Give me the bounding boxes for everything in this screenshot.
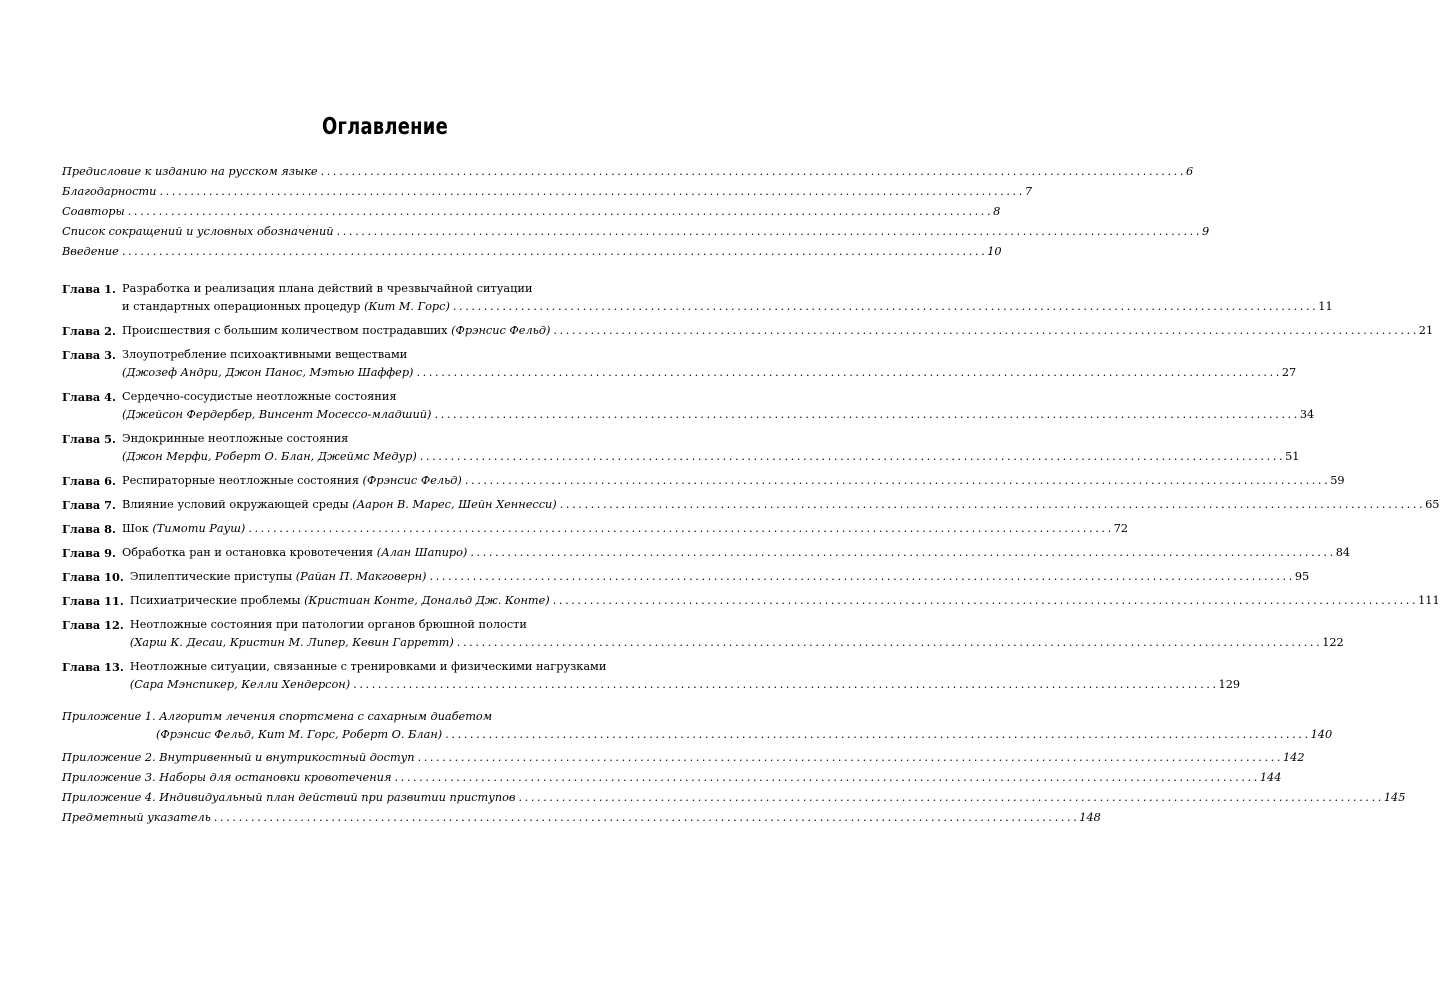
chapter-authors: (Сара Мэнспикер, Келли Хендерсон): [129, 678, 351, 691]
leader-dots: [334, 222, 1202, 242]
chapter-label: Глава 4.: [62, 390, 116, 404]
leader-dots: [413, 364, 1281, 382]
entry-text: Предметный указатель: [62, 811, 211, 824]
leader-dots: [462, 472, 1330, 490]
entry-text: Предисловие к изданию на русском языке: [62, 165, 318, 178]
chapter-title: Эпилептические приступы: [129, 570, 296, 583]
page-number: 144: [1259, 771, 1282, 784]
page-number: 27: [1281, 366, 1297, 379]
toc-entry-chapter-9[interactable]: [62, 544, 1351, 562]
chapter-label: Глава 6.: [62, 474, 116, 488]
toc-entry-chapter-6[interactable]: [62, 472, 1345, 490]
toc-entry-front-4[interactable]: [62, 242, 1002, 262]
page-number: 11: [1318, 300, 1333, 313]
page-number: 34: [1299, 408, 1315, 421]
toc-entry-front-1[interactable]: [62, 182, 1033, 202]
page-number: 6: [1185, 165, 1194, 178]
chapter-label: Глава 3.: [62, 348, 116, 362]
chapter-authors: (Алан Шапиро): [376, 546, 468, 559]
page-number: 21: [1418, 324, 1434, 337]
chapter-list: [62, 280, 1440, 694]
page-number: 10: [987, 245, 1002, 258]
back-matter: [62, 748, 1406, 828]
chapter-label: Глава 1.: [62, 282, 116, 296]
leader-dots: [515, 788, 1383, 808]
chapter-authors: (Харш К. Десаи, Кристин М. Липер, Кевин Гарретт): [129, 636, 454, 649]
chapter-label: Глава 9.: [62, 546, 116, 560]
leader-dots: [426, 568, 1294, 586]
toc-entry-front-2[interactable]: [62, 202, 1001, 222]
chapter-authors: (Джозеф Андри, Джон Панос, Мэтью Шаффер): [121, 366, 414, 379]
leader-dots: [245, 520, 1113, 538]
page-number: 145: [1383, 791, 1406, 804]
chapter-authors: (Аарон В. Марес, Шейн Хеннесси): [352, 498, 557, 511]
chapter-authors: (Джейсон Фердербер, Винсент Мосессо-младший): [121, 408, 432, 421]
chapter-title: и стандартных операционных процедур: [121, 300, 365, 313]
chapter-title: Неотложные состояния при патологии органов брюшной полости: [129, 618, 527, 631]
toc-entry-front-0[interactable]: [62, 162, 1194, 182]
chapter-authors: (Фрэнсис Фельд): [451, 324, 551, 337]
entry-text: Благодарности: [62, 185, 157, 198]
leader-dots: [156, 182, 1024, 202]
leader-dots: [318, 162, 1186, 182]
chapter-label: Глава 7.: [62, 498, 116, 512]
toc-entry-chapter-13[interactable]: [62, 658, 1241, 694]
toc-entry-chapter-1[interactable]: [62, 280, 1333, 316]
page-number: 8: [993, 205, 1001, 218]
page-number: 111: [1418, 594, 1440, 607]
page-number: 122: [1322, 636, 1344, 649]
entry-text: Соавторы: [62, 205, 125, 218]
chapter-authors: (Тимоти Рауш): [152, 522, 246, 535]
toc-entry-back-2[interactable]: [62, 788, 1406, 808]
entry-text: Приложение 2. Внутривенный и внутрикостный доступ: [62, 751, 415, 764]
toc-entry-back-1[interactable]: [62, 768, 1282, 788]
chapter-title: Респираторные неотложные состояния: [121, 474, 363, 487]
chapter-title: Обработка ран и остановка кровотечения: [121, 546, 377, 559]
leader-dots: [557, 496, 1425, 514]
leader-dots: [550, 322, 1418, 340]
page-number: 72: [1113, 522, 1129, 535]
entry-text: Приложение 1. Алгоритм лечения спортсмена с сахарным диабетом: [62, 710, 493, 723]
toc-entry-chapter-4[interactable]: [62, 388, 1315, 424]
chapter-title: Сердечно-сосудистые неотложные состояния: [121, 390, 397, 403]
page-number: 95: [1294, 570, 1310, 583]
leader-dots: [391, 768, 1259, 788]
chapter-authors: (Кристиан Конте, Дональд Дж. Конте): [304, 594, 550, 607]
leader-dots: [417, 448, 1285, 466]
leader-dots: [119, 242, 987, 262]
chapter-title: Происшествия с большим количеством пострадавших: [121, 324, 452, 337]
chapter-authors: (Джон Мерфи, Роберт О. Блан, Джеймс Медур): [121, 450, 417, 463]
entry-text: Введение: [62, 245, 119, 258]
toc-entry-chapter-12[interactable]: [62, 616, 1344, 652]
page-number: 51: [1285, 450, 1300, 463]
page-title: Оглавление: [321, 114, 448, 140]
toc-entry-chapter-10[interactable]: [62, 568, 1310, 586]
toc-entry-chapter-7[interactable]: [62, 496, 1440, 514]
chapter-title: Влияние условий окружающей среды: [121, 498, 353, 511]
entry-text: Приложение 4. Индивидуальный план действий при развитии приступов: [62, 791, 516, 804]
leader-dots: [454, 634, 1322, 652]
page-number: 148: [1079, 811, 1101, 824]
chapter-label: Глава 2.: [62, 324, 116, 338]
chapter-label: Глава 8.: [62, 522, 116, 536]
chapter-label: Глава 10.: [62, 570, 124, 584]
front-matter: [62, 162, 1210, 262]
leader-dots: [211, 808, 1079, 828]
page-number: 7: [1024, 185, 1033, 198]
chapter-label: Глава 12.: [62, 618, 124, 632]
toc-entry-back-0[interactable]: [62, 748, 1305, 768]
leader-dots: [467, 544, 1335, 562]
page-number: 9: [1201, 225, 1210, 238]
page-number: 129: [1218, 678, 1241, 691]
table-of-contents: [62, 162, 1440, 828]
page-number: 59: [1330, 474, 1345, 487]
toc-entry-chapter-11[interactable]: [62, 592, 1440, 610]
page-number: 84: [1335, 546, 1351, 559]
chapter-title: Эндокринные неотложные состояния: [121, 432, 349, 445]
entry-text: Приложение 3. Наборы для остановки кровотечения: [62, 771, 392, 784]
chapter-title: Разработка и реализация плана действий в чрезвычайной ситуации: [121, 282, 533, 295]
chapter-authors: (Кит М. Горс): [364, 300, 450, 313]
page-number: 142: [1282, 751, 1305, 764]
leader-dots: [442, 726, 1310, 744]
chapter-label: Глава 5.: [62, 432, 116, 446]
chapter-title: Психиатрические проблемы: [129, 594, 305, 607]
leader-dots: [415, 748, 1283, 768]
page-number: 65: [1425, 498, 1440, 511]
toc-entry-chapter-2[interactable]: [62, 322, 1434, 340]
toc-entry-chapter-5[interactable]: [62, 430, 1300, 466]
chapter-authors: (Райан П. Макговерн): [295, 570, 427, 583]
chapter-authors: (Фрэнсис Фельд): [362, 474, 462, 487]
chapter-title: Шок: [121, 522, 153, 535]
toc-entry-appendix-1[interactable]: [62, 708, 1333, 744]
toc-entry-chapter-8[interactable]: [62, 520, 1129, 538]
toc-entry-chapter-3[interactable]: [62, 346, 1297, 382]
leader-dots: [550, 592, 1418, 610]
chapter-label: Глава 13.: [62, 660, 124, 674]
chapter-title: Неотложные ситуации, связанные с тренировками и физическими нагрузками: [129, 660, 607, 673]
toc-entry-front-3[interactable]: [62, 222, 1210, 242]
toc-entry-back-3[interactable]: [62, 808, 1101, 828]
leader-dots: [125, 202, 993, 222]
leader-dots: [431, 406, 1299, 424]
chapter-title: Злоупотребление психоактивными веществами: [121, 348, 408, 361]
entry-authors: (Фрэнсис Фельд, Кит М. Горс, Роберт О. Блан): [156, 728, 443, 741]
page-number: 140: [1310, 728, 1333, 741]
leader-dots: [450, 298, 1318, 316]
leader-dots: [350, 676, 1218, 694]
chapter-label: Глава 11.: [62, 594, 124, 608]
entry-text: Список сокращений и условных обозначений: [62, 225, 334, 238]
